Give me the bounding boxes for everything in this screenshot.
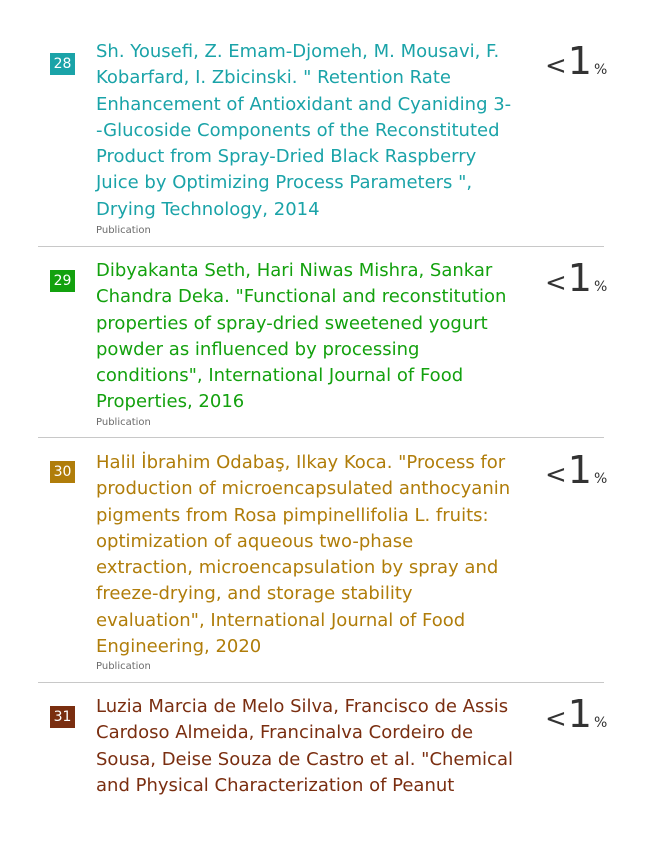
match-value: 1 — [567, 692, 592, 736]
match-value: 1 — [567, 39, 592, 83]
source-item-30[interactable] — [38, 438, 608, 683]
citation-line: optimization of aqueous two-phase — [96, 530, 414, 552]
citation-line: Engineering, 2020 — [96, 636, 262, 658]
percent-unit: % — [593, 471, 608, 487]
citation-line: Halil İbrahim Odabaş, Ilkay Koca. "Process for — [96, 452, 506, 473]
less-than-sign: < — [545, 460, 567, 490]
citation-line: Enhancement of Antioxidant and Cyaniding 3- — [96, 93, 512, 115]
citation-line: evaluation", International Journal of Food — [96, 609, 466, 631]
citation-line: Cardoso Almeida, Francinalva Cordeiro de — [96, 722, 474, 744]
citation-line: Product from Spray-Dried Black Raspberry — [96, 146, 477, 168]
citation-line: Properties, 2016 — [96, 391, 245, 413]
citation-line: Kobarfard, I. Zbicinski. " Retention Rate — [96, 67, 451, 89]
citation-line: Luzia Marcia de Melo Silva, Francisco de Assis — [96, 696, 509, 717]
less-than-sign: < — [545, 268, 567, 298]
citation-line: Chandra Deka. "Functional and reconstitution — [96, 286, 507, 308]
match-percentage — [545, 256, 615, 300]
percent-unit: % — [593, 62, 608, 78]
citation-line: Sousa, Deise Souza de Castro et al. "Chemical — [96, 748, 513, 770]
citation-text — [96, 450, 526, 660]
citation-line: Sh. Yousefi, Z. Emam-Djomeh, M. Mousavi, F. — [96, 41, 500, 62]
citation-line: conditions", International Journal of Food — [96, 365, 464, 387]
citation-line: and Physical Characterization of Peanut — [96, 774, 455, 796]
source-type-label: Publication — [96, 225, 151, 236]
percent-unit: % — [593, 715, 608, 731]
citation-text — [96, 39, 526, 223]
source-item-31[interactable] — [38, 683, 608, 823]
source-item-29[interactable] — [38, 247, 608, 438]
index-badge: 28 — [50, 53, 75, 75]
source-item-28[interactable] — [38, 0, 608, 247]
citation-line: Drying Technology, 2014 — [96, 198, 320, 220]
match-value: 1 — [567, 448, 592, 492]
citation-line: powder as influenced by processing — [96, 338, 420, 360]
match-percentage — [545, 692, 615, 736]
match-percentage — [545, 448, 615, 492]
source-type-label: Publication — [96, 661, 151, 672]
less-than-sign: < — [545, 704, 567, 734]
less-than-sign: < — [545, 51, 567, 81]
match-percentage — [545, 39, 615, 83]
citation-line: extraction, microencapsulation by spray and — [96, 557, 499, 579]
citation-line: pigments from Rosa pimpinellifolia L. fruits: — [96, 504, 489, 526]
match-value: 1 — [567, 256, 592, 300]
citation-line: -Glucoside Components of the Reconstituted — [96, 119, 500, 141]
citation-line: Dibyakanta Seth, Hari Niwas Mishra, Sankar — [96, 260, 493, 281]
citation-text — [96, 694, 526, 799]
citation-line: freeze-drying, and storage stability — [96, 583, 413, 605]
source-type-label: Publication — [96, 417, 151, 428]
citation-text — [96, 258, 526, 416]
index-badge: 31 — [50, 706, 75, 728]
index-badge: 30 — [50, 461, 75, 483]
citation-line: production of microencapsulated anthocyanin — [96, 478, 511, 500]
percent-unit: % — [593, 279, 608, 295]
citation-line: Juice by Optimizing Process Parameters ", — [96, 172, 473, 194]
index-badge: 29 — [50, 270, 75, 292]
citation-line: properties of spray-dried sweetened yogurt — [96, 312, 488, 334]
